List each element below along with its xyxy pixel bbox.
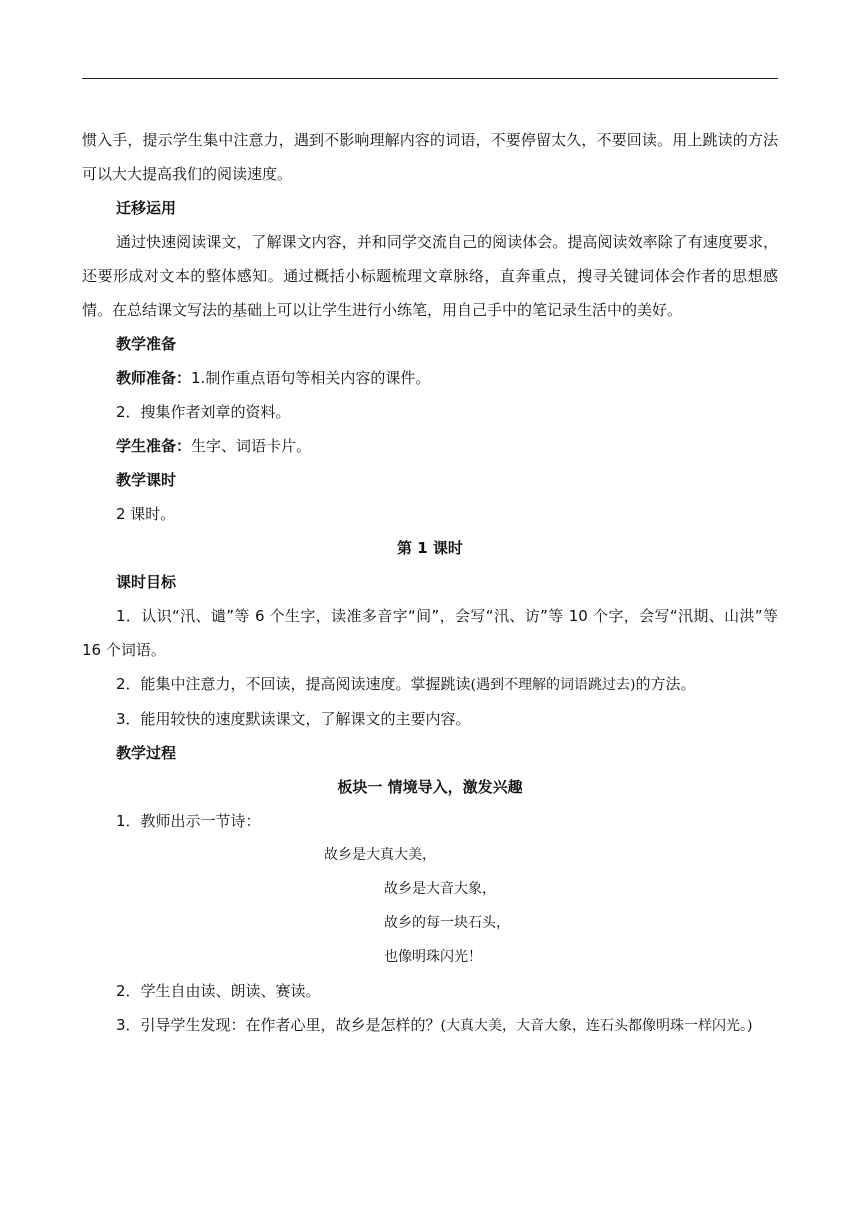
student-prep-text: 生字、词语卡片。 [191, 437, 312, 455]
heading-process: 教学过程 [116, 744, 177, 762]
heading-goals: 课时目标 [116, 573, 177, 591]
teacher-prep-item-2: 2．搜集作者刘章的资料。 [116, 403, 291, 421]
teacher-prep-line [82, 361, 778, 395]
goal-2 [82, 667, 778, 702]
document-body [82, 123, 778, 1043]
block-title: 板块一 情境导入，激发兴趣 [337, 778, 523, 796]
teacher-prep-label: 教师准备： [116, 369, 192, 387]
goal-2-note: (遇到不理解的词语跳过去) [470, 677, 636, 693]
step-3-answer: (大真大美，大音大象，连石头都像明珠一样闪光。) [440, 1018, 753, 1034]
poem [82, 838, 778, 974]
lesson-title: 第 1 课时 [397, 539, 463, 557]
step-3 [82, 1008, 778, 1043]
goal-3: 3．能用较快的速度默读课文，了解课文的主要内容。 [116, 710, 471, 728]
heading-hours: 教学课时 [116, 471, 177, 489]
student-prep-label: 学生准备： [116, 437, 192, 455]
heading-preparation: 教学准备 [116, 335, 177, 353]
heading-transfer: 迁移运用 [116, 199, 177, 217]
poem-line-1: 故乡是大真大美， [324, 847, 436, 863]
paragraph-transfer: 通过快速阅读课文，了解课文内容，并和同学交流自己的阅读体会。提高阅读效率除了有速度要求，还要形成对文本的整体感知。通过概括小标题梳理文章脉络，直奔重点，搜寻关键词体会作者的思想感情。在总结课文写法的基础上可以让学生进行小练笔，用自己手中的笔记录生活中的美好。 [82, 233, 778, 319]
step-1: 1．教师出示一节诗： [116, 812, 261, 830]
teacher-prep-item-1: 1.制作重点语句等相关内容的课件。 [191, 369, 431, 387]
poem-line-2: 故乡是大音大象， [384, 881, 496, 897]
goal-2-text: 2．能集中注意力，不回读，提高阅读速度。掌握跳读 [116, 675, 471, 693]
poem-line-3: 故乡的每一块石头， [384, 915, 510, 931]
hours-text: 2 课时。 [116, 505, 176, 523]
step-3-question: 3．引导学生发现：在作者心里，故乡是怎样的？ [116, 1016, 441, 1034]
header-rule [82, 78, 778, 79]
goal-1: 1．认识“汛、谴”等 6 个生字，读准多音字“间”，会写“汛、访”等 10 个字，会写“汛期、山洪”等 16 个词语。 [82, 607, 778, 659]
goal-2-end: 的方法。 [635, 675, 696, 693]
poem-line-4: 也像明珠闪光！ [384, 949, 482, 965]
paragraph-intro-continued: 惯入手，提示学生集中注意力，遇到不影响理解内容的词语，不要停留太久，不要回读。用上跳读的方法可以大大提高我们的阅读速度。 [82, 131, 778, 183]
student-prep-line [82, 429, 778, 463]
step-2: 2．学生自由读、朗读、赛读。 [116, 982, 321, 1000]
